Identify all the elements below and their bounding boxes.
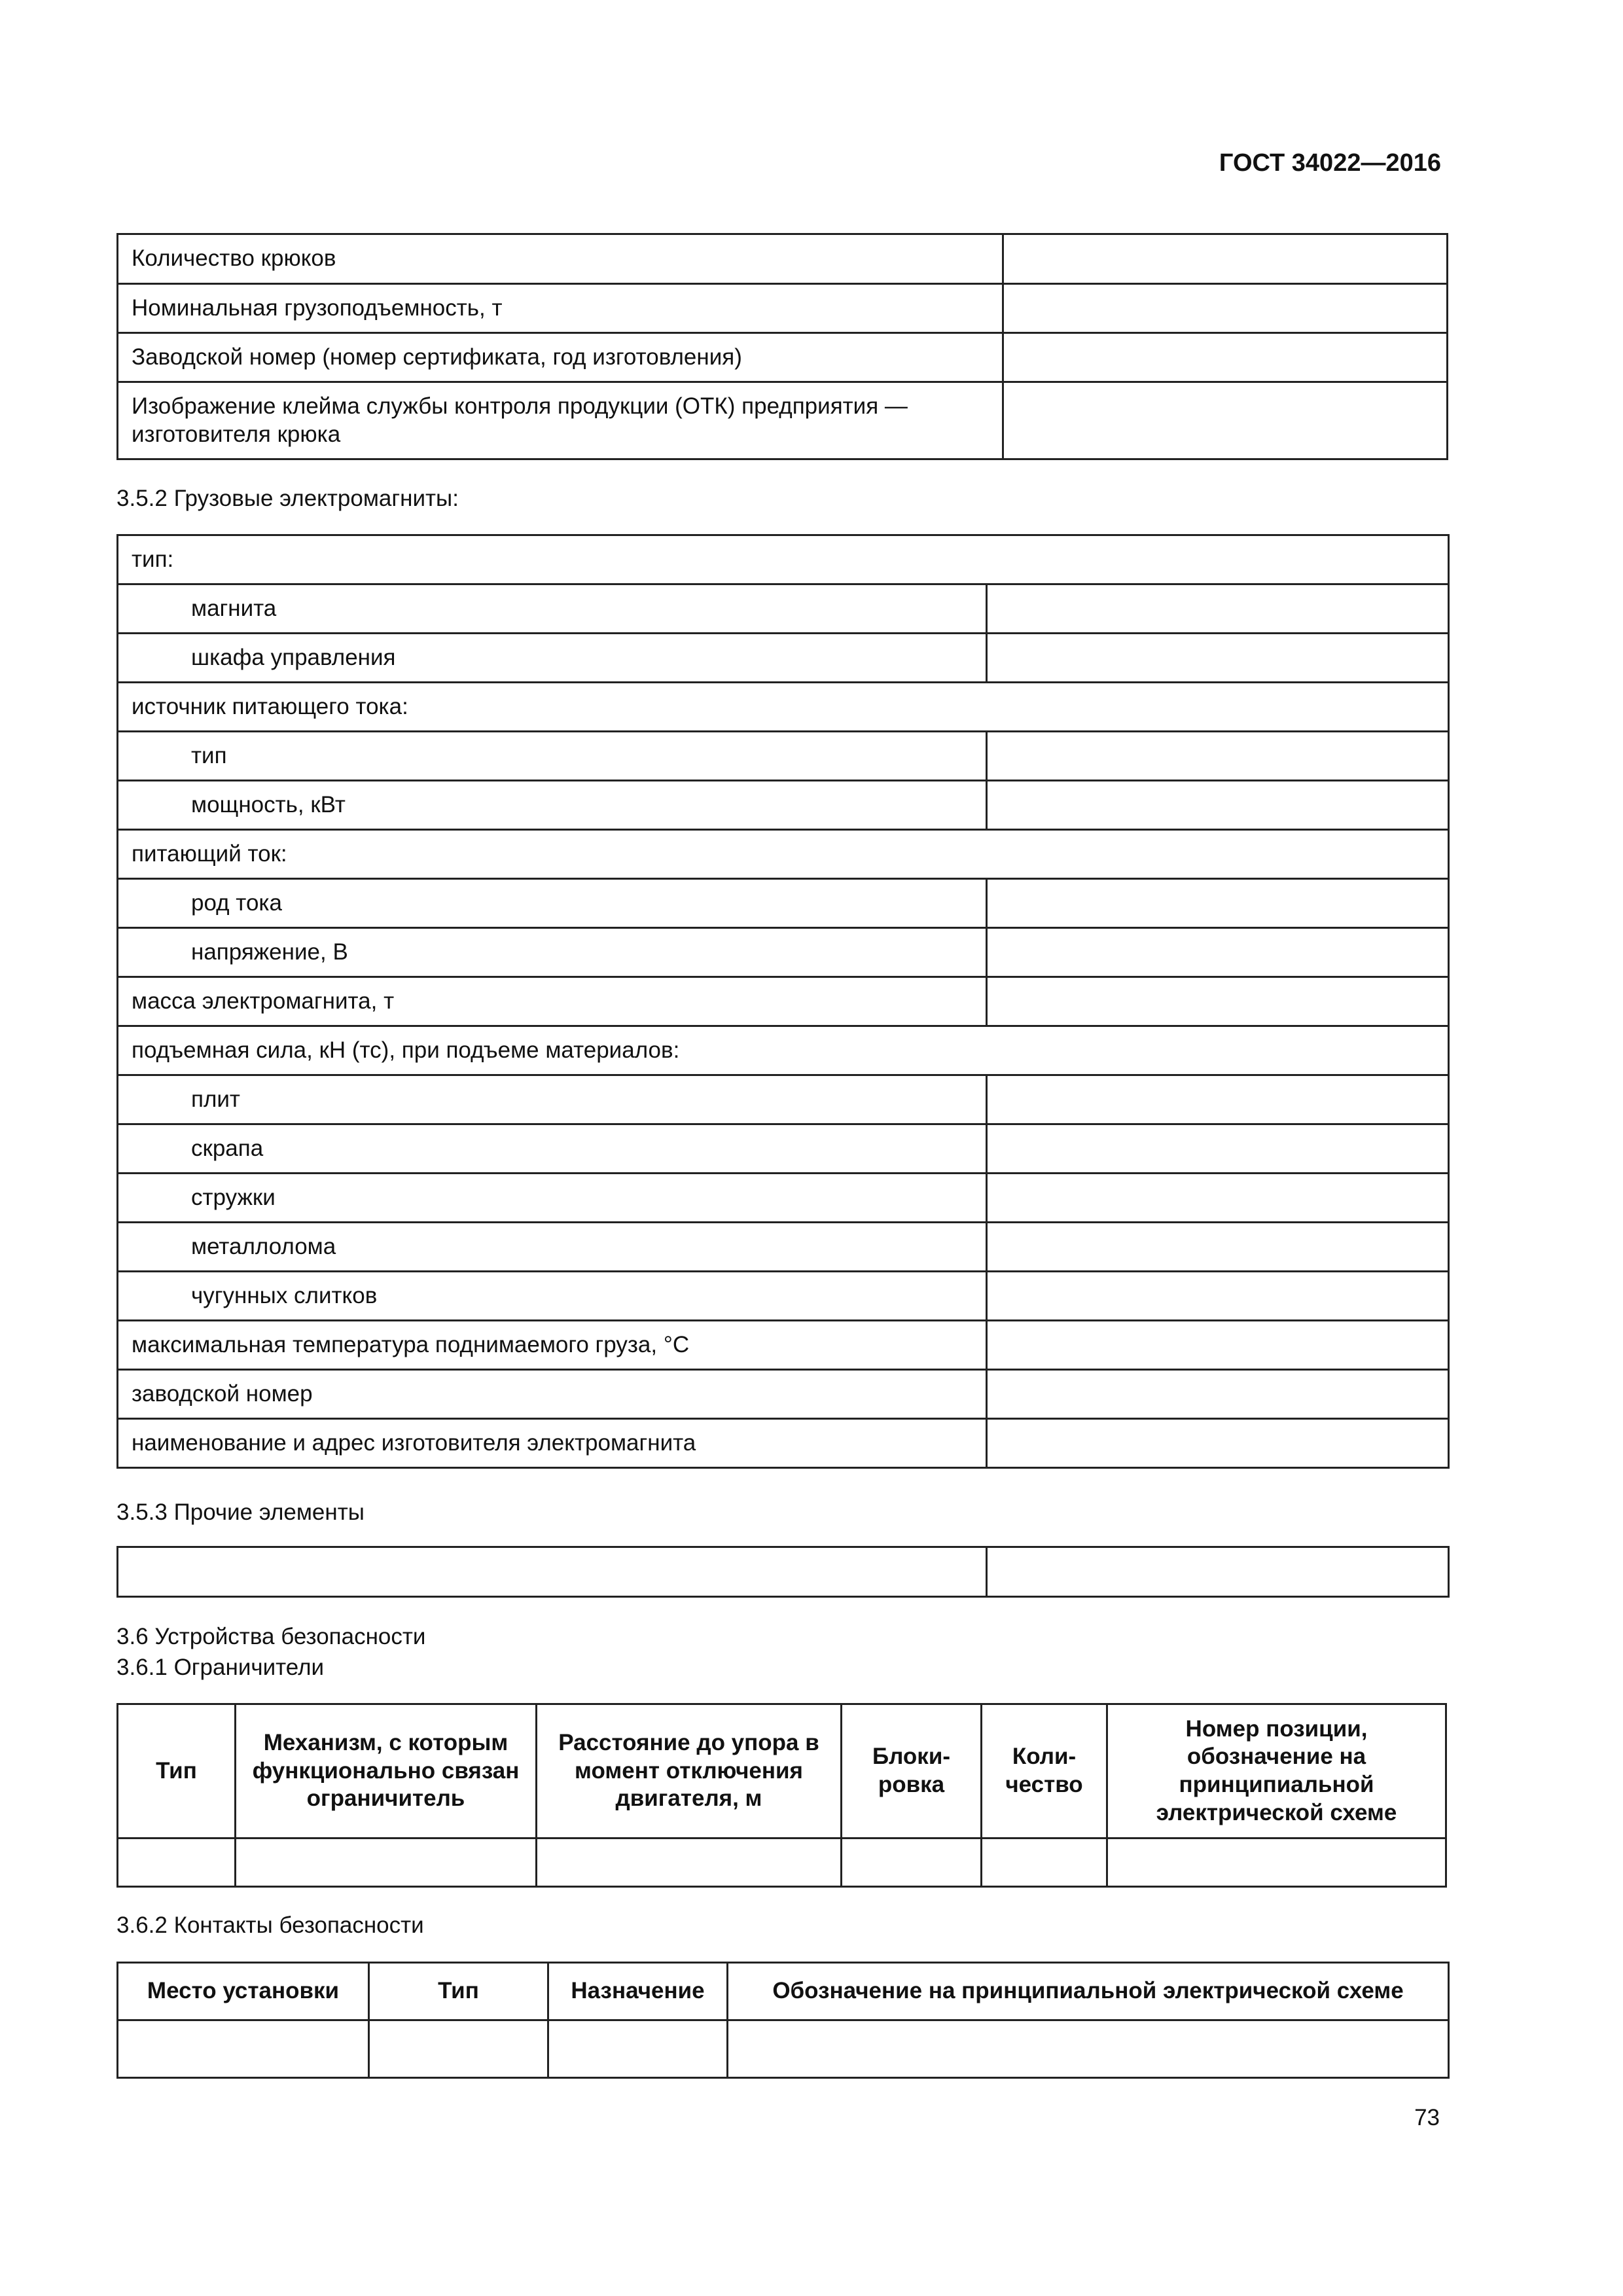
magnet-table-row: [118, 1075, 1449, 1124]
hook-row-label: Номинальная грузоподъемность, т: [118, 284, 1003, 333]
hook-row-label: Количество крюков: [118, 234, 1003, 284]
magnet-row-label: масса электромагнита, т: [118, 977, 987, 1026]
magnet-row-value: [987, 977, 1449, 1026]
limiter-table: [116, 1703, 1447, 1888]
contacts-header-location: Место установки: [118, 1963, 369, 2020]
magnet-row-label: скрапа: [118, 1124, 987, 1174]
magnet-row-label: металлолома: [118, 1223, 987, 1272]
magnet-row-label: наименование и адрес изготовителя электромагнита: [118, 1419, 987, 1468]
magnet-table-row: [118, 634, 1449, 683]
hook-row-label: Изображение клейма службы контроля продукции (ОТК) предприятия — изготовителя крюка: [118, 382, 1003, 459]
magnet-row-label: источник питающего тока:: [118, 683, 1449, 732]
page-number: 73: [1414, 2105, 1440, 2130]
magnet-row-label: тип:: [118, 535, 1449, 584]
hook-row-value: [1003, 284, 1448, 333]
magnet-row-label: подъемная сила, кН (тс), при подъеме материалов:: [118, 1026, 1449, 1075]
magnet-row-value: [987, 732, 1449, 781]
contacts-cell: [728, 2020, 1449, 2078]
magnet-row-value: [987, 634, 1449, 683]
section-3-5-2-title: 3.5.2 Грузовые электромагниты:: [116, 486, 459, 511]
magnet-table-row: [118, 1272, 1449, 1321]
magnet-row-value: [987, 1419, 1449, 1468]
section-3-5-3-title: 3.5.3 Прочие элементы: [116, 1499, 365, 1525]
magnet-table-row: [118, 1026, 1449, 1075]
contacts-header-type: Тип: [369, 1963, 548, 2020]
section-3-6-2-title: 3.6.2 Контакты безопасности: [116, 1912, 424, 1938]
magnet-row-label: напряжение, В: [118, 928, 987, 977]
magnet-row-value: [987, 1272, 1449, 1321]
magnet-row-label: максимальная температура поднимаемого груза, °С: [118, 1321, 987, 1370]
limiter-header-mechanism: Механизм, с которым функционально связан ограничитель: [236, 1704, 537, 1839]
magnet-row-label: плит: [118, 1075, 987, 1124]
contacts-cell: [369, 2020, 548, 2078]
magnet-table-row: [118, 1124, 1449, 1174]
magnet-row-label: стружки: [118, 1174, 987, 1223]
magnet-table-row: [118, 879, 1449, 928]
magnet-row-label: мощность, кВт: [118, 781, 987, 830]
other-elements-cell: [118, 1547, 987, 1597]
magnet-row-label: шкафа управления: [118, 634, 987, 683]
magnet-row-label: питающий ток:: [118, 830, 1449, 879]
magnet-table-row: [118, 1370, 1449, 1419]
magnet-table-row: [118, 928, 1449, 977]
magnet-row-value: [987, 584, 1449, 634]
magnet-table-row: [118, 535, 1449, 584]
contacts-table: [116, 1962, 1450, 2079]
limiter-cell: [537, 1839, 842, 1887]
magnet-row-label: магнита: [118, 584, 987, 634]
magnet-table-row: [118, 1321, 1449, 1370]
limiter-header-position: Номер позиции, обозначение на принципиальной электрической схеме: [1107, 1704, 1446, 1839]
magnet-row-value: [987, 1321, 1449, 1370]
magnet-row-value: [987, 781, 1449, 830]
magnet-row-value: [987, 1370, 1449, 1419]
magnet-table-row: [118, 830, 1449, 879]
magnet-row-value: [987, 1124, 1449, 1174]
limiter-cell: [236, 1839, 537, 1887]
contacts-cell: [118, 2020, 369, 2078]
magnet-table-row: [118, 683, 1449, 732]
contacts-cell: [548, 2020, 728, 2078]
limiter-header-type: Тип: [118, 1704, 236, 1839]
magnet-row-label: заводской номер: [118, 1370, 987, 1419]
hook-row-value: [1003, 333, 1448, 382]
magnet-row-value: [987, 1174, 1449, 1223]
limiter-cell: [982, 1839, 1107, 1887]
magnet-row-label: тип: [118, 732, 987, 781]
other-elements-table: [116, 1546, 1450, 1598]
other-elements-cell: [987, 1547, 1449, 1597]
limiter-header-distance: Расстояние до упора в момент отключения двигателя, м: [537, 1704, 842, 1839]
contacts-header-purpose: Назначение: [548, 1963, 728, 2020]
magnet-table-row: [118, 781, 1449, 830]
hook-table: [116, 233, 1448, 460]
hook-row-value: [1003, 382, 1448, 459]
magnet-row-value: [987, 1223, 1449, 1272]
magnet-table-row: [118, 1419, 1449, 1468]
magnet-table-row: [118, 977, 1449, 1026]
magnet-table-row: [118, 584, 1449, 634]
limiter-cell: [118, 1839, 236, 1887]
magnet-row-value: [987, 879, 1449, 928]
magnet-row-label: род тока: [118, 879, 987, 928]
magnet-table-row: [118, 1223, 1449, 1272]
limiter-cell: [842, 1839, 982, 1887]
section-3-6-title: 3.6 Устройства безопасности: [116, 1624, 426, 1649]
magnet-row-value: [987, 928, 1449, 977]
magnet-row-value: [987, 1075, 1449, 1124]
contacts-header-designation: Обозначение на принципиальной электрической схеме: [728, 1963, 1449, 2020]
magnet-table: [116, 534, 1450, 1469]
limiter-header-blocking: Блоки-ровка: [842, 1704, 982, 1839]
magnet-row-label: чугунных слитков: [118, 1272, 987, 1321]
hook-row-value: [1003, 234, 1448, 284]
section-3-6-1-title: 3.6.1 Ограничители: [116, 1655, 325, 1680]
document-header: ГОСТ 34022—2016: [1219, 149, 1441, 177]
limiter-header-quantity: Коли-чество: [982, 1704, 1107, 1839]
hook-row-label: Заводской номер (номер сертификата, год изготовления): [118, 333, 1003, 382]
magnet-table-row: [118, 732, 1449, 781]
limiter-cell: [1107, 1839, 1446, 1887]
magnet-table-row: [118, 1174, 1449, 1223]
